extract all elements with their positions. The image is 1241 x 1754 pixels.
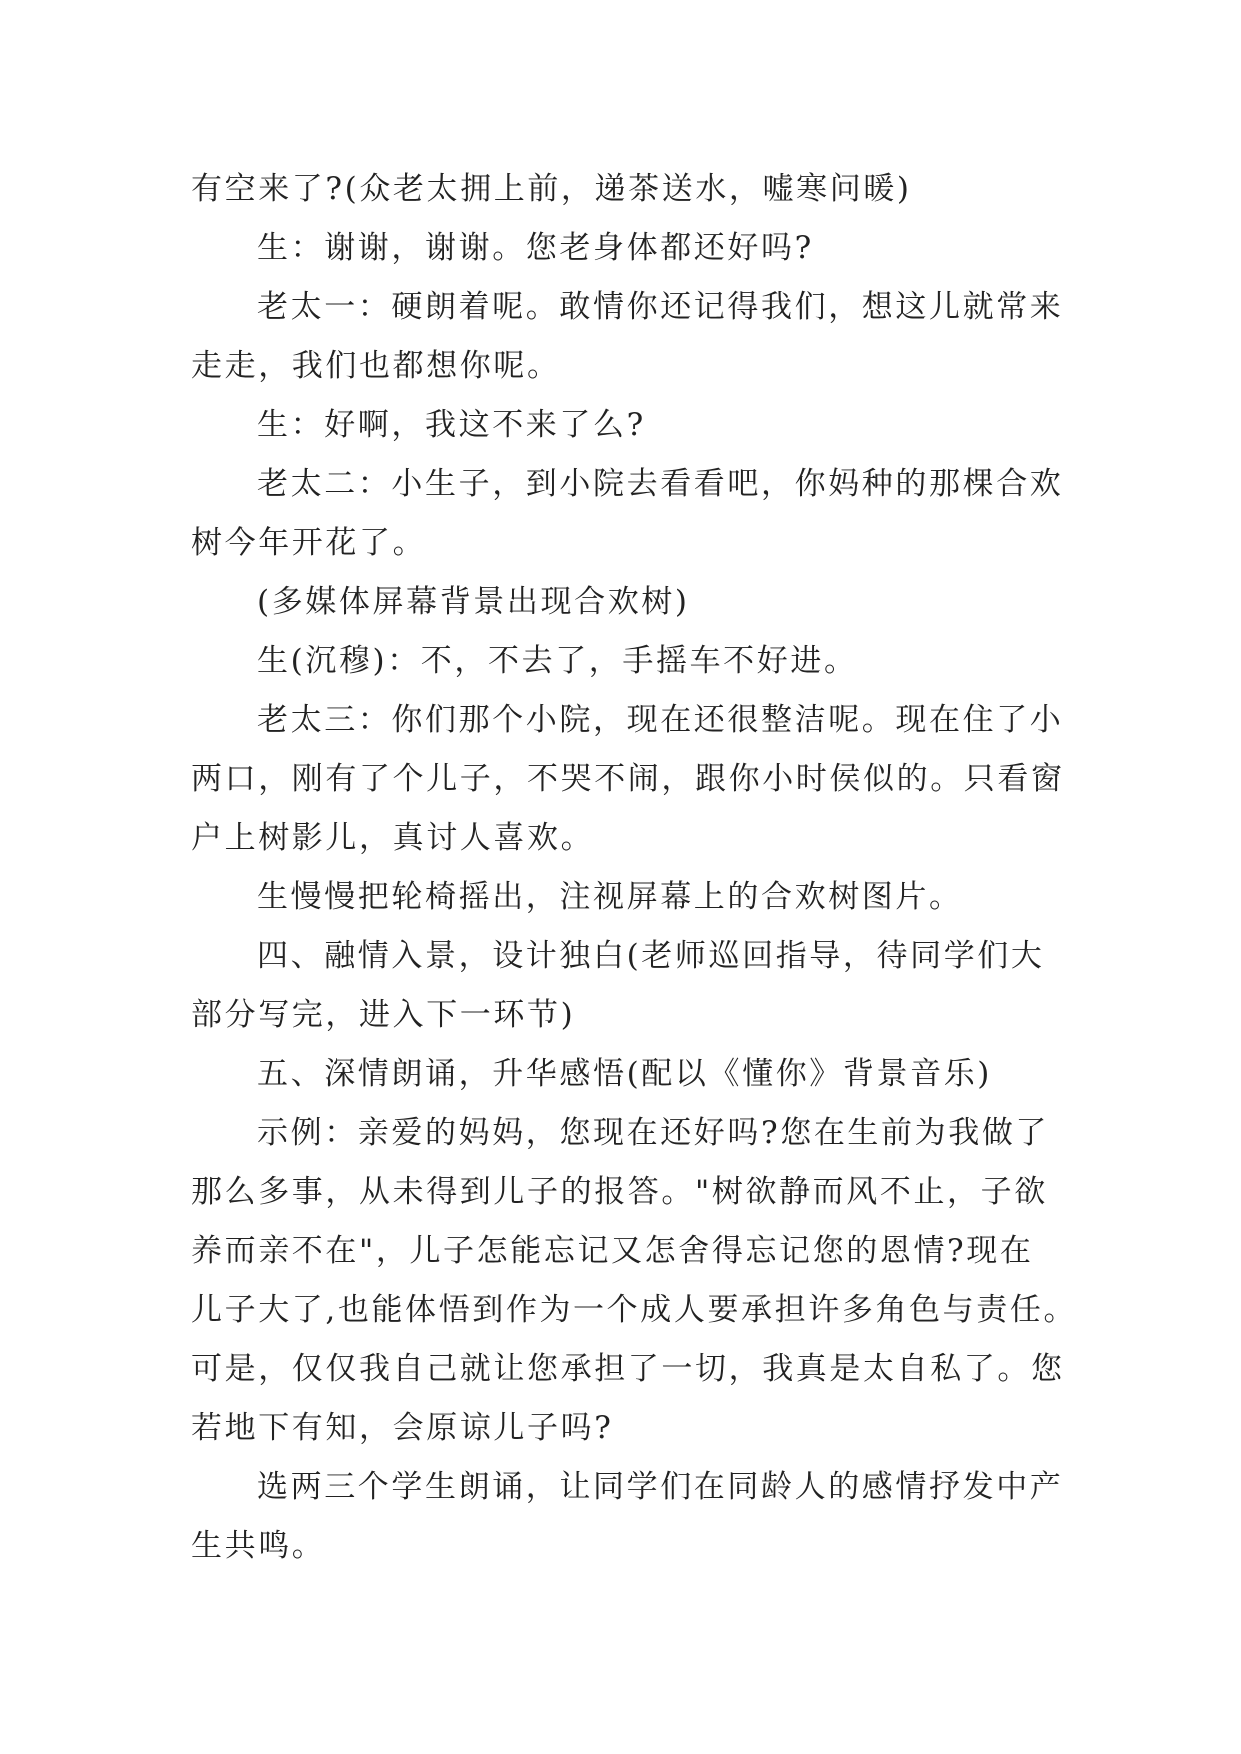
text-line: 生：谢谢，谢谢。您老身体都还好吗?	[257, 230, 814, 266]
text-line: 那么多事，从未得到儿子的报答。"树欲静而风不止，子欲	[191, 1174, 1048, 1210]
paragraph	[191, 1045, 1051, 1104]
text-line: 两口，刚有了个儿子，不哭不闹，跟你小时侯似的。只看窗	[191, 761, 1065, 797]
paragraph	[191, 573, 1051, 632]
paragraph	[191, 160, 1051, 219]
paragraph	[191, 632, 1051, 691]
paragraph	[191, 455, 1064, 573]
text-line: 生：好啊，我这不来了么?	[257, 407, 646, 443]
paragraph	[191, 927, 1051, 1045]
text-line: 选两三个学生朗诵，让同学们在同龄人的感情抒发中产	[257, 1469, 1064, 1505]
paragraph	[191, 278, 1064, 396]
text-line: 老太一：硬朗着呢。敢情你还记得我们，想这儿就常来	[257, 289, 1064, 325]
text-line: 四、融情入景，设计独白(老师巡回指导，待同学们大	[257, 938, 1045, 974]
text-line: 树今年开花了。	[191, 525, 427, 561]
text-line: 儿子大了,也能体悟到作为一个成人要承担许多角色与责任。	[191, 1292, 1078, 1328]
text-line: 老太二：小生子，到小院去看看吧，你妈种的那棵合欢	[257, 466, 1064, 502]
text-line: 部分写完，进入下一环节)	[191, 997, 576, 1033]
text-line: 养而亲不在"，儿子怎能忘记又怎舍得忘记您的恩情?现在	[191, 1233, 1034, 1269]
paragraph	[191, 219, 1051, 278]
text-line: 生慢慢把轮椅摇出，注视屏幕上的合欢树图片。	[257, 879, 963, 915]
paragraph	[191, 868, 1051, 927]
text-line: 若地下有知，会原谅儿子吗?	[191, 1410, 614, 1446]
text-line: (多媒体屏幕背景出现合欢树)	[257, 584, 690, 620]
paragraph	[191, 396, 1051, 455]
paragraph	[191, 1104, 1078, 1458]
text-line: 生共鸣。	[191, 1528, 326, 1564]
text-line: 走走，我们也都想你呢。	[191, 348, 561, 384]
text-line: 有空来了?(众老太拥上前，递茶送水，嘘寒问暖)	[191, 171, 912, 207]
text-line: 示例：亲爱的妈妈，您现在还好吗?您在生前为我做了	[257, 1115, 1050, 1151]
text-line: 可是，仅仅我自己就让您承担了一切，我真是太自私了。您	[191, 1351, 1065, 1387]
paragraph	[191, 691, 1065, 868]
paragraph	[191, 1458, 1064, 1576]
text-line: 生(沉穆)：不，不去了，手摇车不好进。	[257, 643, 858, 679]
text-line: 五、深情朗诵，升华感悟(配以《懂你》背景音乐)	[257, 1056, 992, 1092]
document-page	[191, 160, 1078, 1576]
text-line: 户上树影儿，真讨人喜欢。	[191, 820, 595, 856]
text-line: 老太三：你们那个小院，现在还很整洁呢。现在住了小	[257, 702, 1064, 738]
